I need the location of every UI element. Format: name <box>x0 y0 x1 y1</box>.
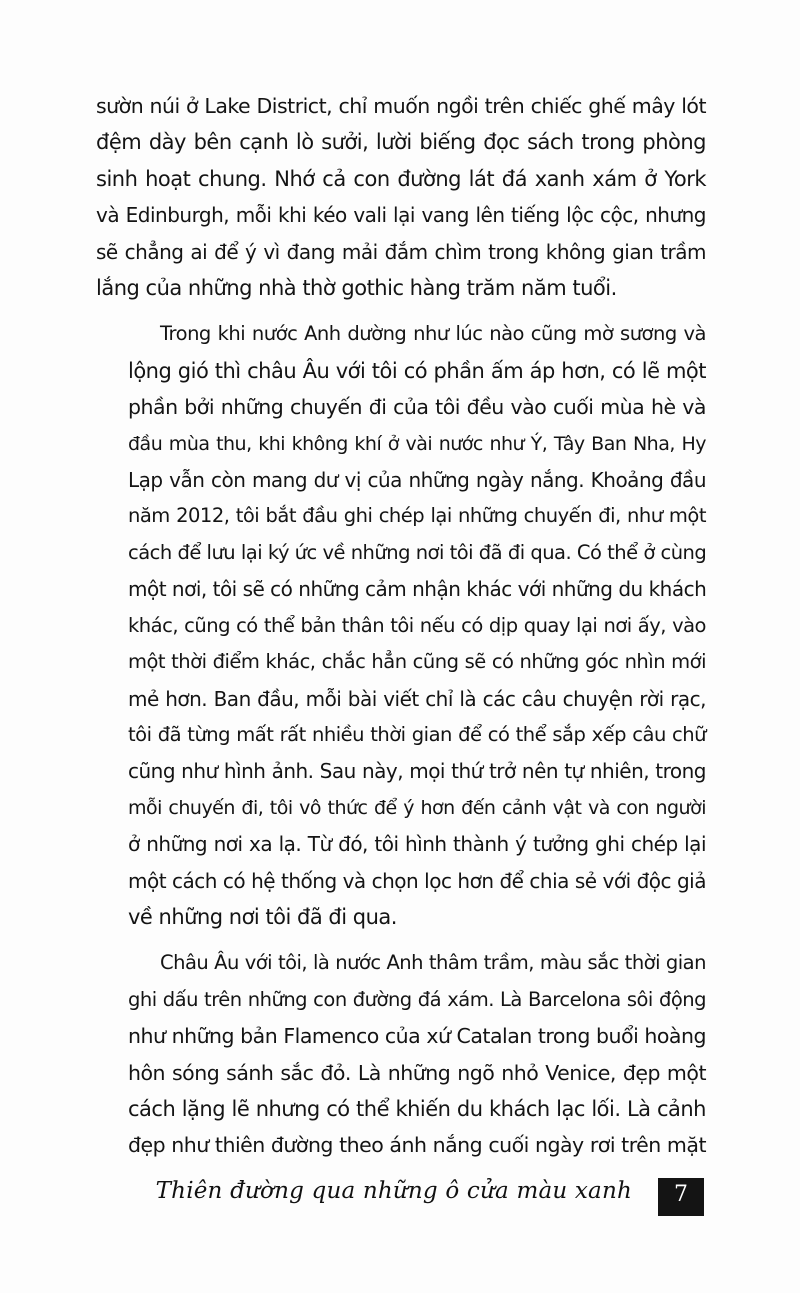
text-line: lắng của những nhà thờ gothic hàng trăm năm tuổi. <box>96 276 617 301</box>
body-text <box>96 88 706 1164</box>
paragraph-1 <box>96 88 706 306</box>
text-line: một thời điểm khác, chắc hẳn cũng sẽ có những góc nhìn mới <box>128 650 706 674</box>
text-line: một nơi, tôi sẽ có những cảm nhận khác với những du khách <box>128 577 707 602</box>
text-line: một cách có hệ thống và chọn lọc hơn để chia sẻ với độc giả <box>128 868 706 893</box>
text-line: đẹp như thiên đường theo ánh nắng cuối ngày rơi trên mặt <box>128 1133 706 1158</box>
text-line: cũng như hình ảnh. Sau này, mọi thứ trở nên tự nhiên, trong <box>128 759 706 784</box>
text-line: sinh hoạt chung. Nhớ cả con đường lát đá xanh xám ở York <box>96 166 706 191</box>
text-line: đầu mùa thu, khi không khí ở vài nước như Ý, Tây Ban Nha, Hy <box>128 432 706 455</box>
text-line: đệm dày bên cạnh lò sưởi, lười biếng đọc sách trong phòng <box>96 130 706 155</box>
text-line: ghi dấu trên những con đường đá xám. Là Barcelona sôi động <box>128 987 706 1011</box>
text-line: khác, cũng có thể bản thân tôi nếu có dịp quay lại nơi ấy, vào <box>128 613 706 637</box>
paragraph-3 <box>96 945 706 1163</box>
text-line: mẻ hơn. Ban đầu, mỗi bài viết chỉ là các câu chuyện rời rạc, <box>128 686 706 711</box>
text-line: cách lặng lẽ nhưng có thể khiến du khách lạc lối. Là cảnh <box>128 1096 706 1121</box>
text-line: hôn sóng sánh sắc đỏ. Là những ngõ nhỏ Venice, đẹp một <box>128 1060 706 1085</box>
text-line: Châu Âu với tôi, là nước Anh thâm trầm, màu sắc thời gian <box>160 951 706 975</box>
text-line: Lạp vẫn còn mang dư vị của những ngày nắng. Khoảng đầu <box>128 468 706 493</box>
text-line: Trong khi nước Anh dường như lúc nào cũng mờ sương và <box>160 322 706 346</box>
text-line: cách để lưu lại ký ức về những nơi tôi đã đi qua. Có thể ở cùng <box>128 540 707 564</box>
paragraph-2 <box>96 316 706 935</box>
text-line: và Edinburgh, mỗi khi kéo vali lại vang lên tiếng lộc cộc, nhưng <box>96 203 706 228</box>
text-line: sườn núi ở Lake District, chỉ muốn ngồi trên chiếc ghế mây lót <box>96 94 706 118</box>
text-line: mỗi chuyến đi, tôi vô thức để ý hơn đến cảnh vật và con người <box>128 796 706 819</box>
text-line: năm 2012, tôi bắt đầu ghi chép lại những chuyến đi, như một <box>128 504 706 528</box>
text-line: lộng gió thì châu Âu với tôi có phần ấm áp hơn, có lẽ một <box>128 358 706 383</box>
text-line: ở những nơi xa lạ. Từ đó, tôi hình thành ý tưởng ghi chép lại <box>128 832 706 857</box>
running-book-title: Thiên đường qua những ô cửa màu xanh <box>155 1178 632 1204</box>
page-number: 7 <box>658 1178 704 1216</box>
text-line: như những bản Flamenco của xứ Catalan trong buổi hoàng <box>128 1024 706 1049</box>
text-line: tôi đã từng mất rất nhiều thời gian để có thể sắp xếp câu chữ <box>128 722 706 746</box>
page-footer <box>155 1172 710 1220</box>
text-line: sẽ chẳng ai để ý vì đang mải đắm chìm trong không gian trầm <box>96 239 706 264</box>
text-line: phần bởi những chuyến đi của tôi đều vào cuối mùa hè và <box>128 395 706 420</box>
text-line: về những nơi tôi đã đi qua. <box>128 904 397 929</box>
